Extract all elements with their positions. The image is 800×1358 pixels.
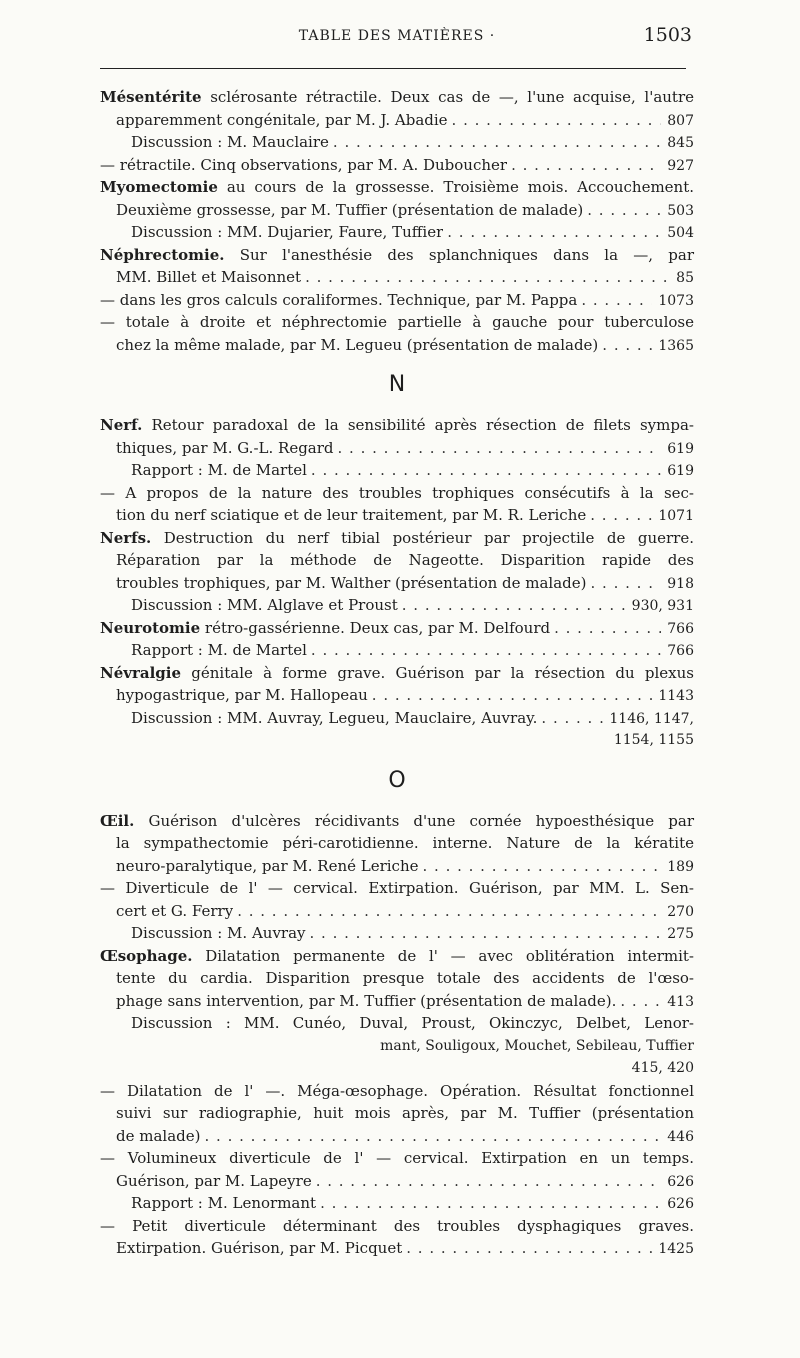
index-line: — Petit diverticule déterminant des troubles dysphagiques graves. (100, 1216, 694, 1235)
index-line (100, 707, 694, 730)
entry-text: hypogastrique, par M. Hallopeau (116, 686, 368, 704)
page-reference: 626 (667, 1173, 694, 1190)
entry-text: Rapport : M. de Martel (131, 461, 307, 479)
page-reference: 1143 (658, 688, 694, 704)
entry-headword: Mésentérite (100, 88, 202, 106)
entry-text: Discussion : M. Mauclaire (131, 133, 329, 151)
index-line: tente du cardia. Disparition presque totale des accidents de l'œso- (116, 969, 694, 987)
index-line: Œsophage. Dilatation permanente de l' — avec oblitération intermit- (100, 946, 694, 965)
entry-headword: Nerfs. (100, 528, 152, 547)
leader-dots (581, 289, 652, 312)
entry-headword: Neurotomie (100, 618, 201, 637)
entry-text: — dans les gros calculs coraliformes. Technique, par M. Pappa (100, 290, 578, 309)
index-line (100, 289, 694, 312)
index-line (100, 109, 694, 132)
page-number: 1503 (643, 24, 692, 46)
leader-dots (541, 707, 603, 730)
leader-dots (591, 572, 662, 595)
entry-text: thiques, par M. G.-L. Regard (116, 438, 334, 457)
page-reference: 503 (667, 202, 694, 219)
index-line (100, 639, 694, 662)
page-reference: 413 (667, 993, 694, 1010)
page-reference: 1365 (658, 337, 694, 354)
index-line (100, 617, 694, 640)
leader-dots (333, 131, 661, 154)
index-line (100, 990, 694, 1013)
leader-dots (423, 855, 662, 878)
entry-text: tion du nerf sciatique et de leur traitement, par M. R. Leriche (116, 506, 587, 524)
continuation-line: 1154, 1155 (613, 732, 694, 748)
leader-dots (620, 990, 661, 1013)
index-line: la sympathectomie péri-carotidienne. interne. Nature de la kératite (116, 834, 694, 852)
index-line (100, 1125, 694, 1148)
entry-text: — rétractile. Cinq observations, par M. A. Duboucher (100, 155, 508, 174)
page-reference: 619 (667, 440, 694, 457)
page-reference: 189 (667, 858, 694, 875)
entry-text: Guérison, par M. Lapeyre (116, 1171, 312, 1190)
continuation-line: mant, Souligoux, Mouchet, Sebileau, Tuffier (380, 1037, 694, 1054)
index-content (100, 86, 694, 1260)
entry-text: Rapport : M. Lenormant (131, 1194, 317, 1212)
entry-text: chez la même malade, par M. Legueu (présentation de malade) (116, 335, 599, 354)
entry-headword: Nerf. (100, 416, 143, 434)
leader-dots (511, 154, 661, 177)
entry-text: Extirpation. Guérison, par M. Picquet (116, 1239, 403, 1257)
leader-dots (338, 437, 662, 460)
index-line (100, 437, 694, 460)
entry-headword: Œsophage. (100, 946, 193, 965)
leader-dots (205, 1125, 662, 1148)
page-reference: 275 (667, 926, 694, 942)
running-title: TABLE DES MATIÈRES · (298, 28, 496, 44)
index-line (100, 572, 694, 595)
entry-text: MM. Billet et Maisonnet (116, 268, 302, 286)
leader-dots (237, 900, 661, 923)
leader-dots (590, 504, 652, 527)
index-line: suivi sur radiographie, huit mois après, par M. Tuffier (présentation (116, 1104, 694, 1122)
page-reference: 1146, 1147, (609, 710, 694, 727)
index-line: Nerfs. Destruction du nerf tibial postérieur par projectile de guerre. (100, 528, 694, 547)
index-line (100, 334, 694, 357)
page-reference: 626 (667, 1196, 694, 1212)
index-line: — Volumineux diverticule de l' — cervical. Extirpation en un temps. (100, 1149, 694, 1167)
index-line (100, 1170, 694, 1193)
leader-dots (447, 221, 661, 244)
page-reference: 927 (667, 157, 694, 174)
page-reference: 807 (667, 112, 694, 129)
header-rule (100, 68, 686, 69)
page-reference: 619 (667, 463, 694, 479)
entry-text: Deuxième grossesse, par M. Tuffier (présentation de malade) (116, 200, 584, 219)
leader-dots (602, 334, 652, 357)
index-line (100, 459, 694, 482)
index-line: — A propos de la nature des troubles trophiques consécutifs à la sec- (100, 483, 694, 502)
page-reference: 504 (667, 225, 694, 241)
leader-dots (320, 1192, 661, 1215)
leader-dots (402, 594, 626, 617)
page-reference: 1073 (658, 292, 694, 309)
page-reference: 766 (667, 643, 694, 659)
page-reference: 1425 (658, 1241, 694, 1257)
index-line: — Diverticule de l' — cervical. Extirpation. Guérison, par MM. L. Sen- (100, 879, 694, 897)
continuation-line: 415, 420 (631, 1060, 694, 1076)
entry-headword: Œil. (100, 811, 135, 830)
entry-text: neuro-paralytique, par M. René Leriche (116, 856, 419, 875)
index-line: — Dilatation de l' —. Méga-œsophage. Opération. Résultat fonctionnel (100, 1081, 694, 1100)
section-letter: N (388, 372, 406, 397)
index-line (100, 504, 694, 527)
page-reference: 85 (676, 270, 694, 286)
index-line (100, 154, 694, 177)
leader-dots (311, 639, 661, 662)
index-line: Réparation par la méthode de Nageotte. Disparition rapide des (116, 551, 694, 569)
index-line: — totale à droite et néphrectomie partielle à gauche pour tuberculose (100, 313, 694, 331)
leader-dots (316, 1170, 662, 1193)
index-line (100, 266, 694, 289)
index-line (100, 199, 694, 222)
entry-text: phage sans intervention, par M. Tuffier (présentation de malade). (116, 991, 617, 1010)
page-reference: 845 (667, 135, 694, 151)
index-line (100, 131, 694, 154)
leader-dots (372, 684, 653, 707)
page-reference: 446 (667, 1128, 694, 1145)
page-reference: 1071 (658, 508, 694, 524)
index-line (100, 855, 694, 878)
index-line (100, 900, 694, 923)
index-line (100, 684, 694, 707)
entry-text: troubles trophiques, par M. Walther (présentation de malade) (116, 573, 587, 592)
entry-text: Rapport : M. de Martel (131, 641, 307, 659)
leader-dots (406, 1237, 652, 1260)
index-line (100, 594, 694, 617)
leader-dots (554, 617, 661, 640)
entry-text: apparemment congénitale, par M. J. Abadie (116, 110, 448, 129)
entry-headword: Névralgie (100, 663, 182, 682)
page-header (100, 24, 694, 52)
entry-text: Discussion : MM. Alglave et Proust (131, 596, 398, 614)
leader-dots (587, 199, 661, 222)
index-line: Discussion : MM. Cunéo, Duval, Proust, Okinczyc, Delbet, Lenor- (131, 1014, 694, 1032)
index-line: Œil. Guérison d'ulcères récidivants d'une cornée hypoesthésique par (100, 811, 694, 830)
leader-dots (311, 459, 661, 482)
page-reference: 270 (667, 903, 694, 920)
entry-text: Discussion : M. Auvray (131, 924, 306, 942)
leader-dots (452, 109, 662, 132)
index-line (100, 1237, 694, 1260)
index-line: Mésentérite sclérosante rétractile. Deux cas de —, l'une acquise, l'autre (100, 88, 694, 106)
page-reference: 766 (667, 620, 694, 637)
entry-headword: Néphrectomie. (100, 245, 225, 264)
entry-text: Neurotomie rétro-gassérienne. Deux cas, par M. Delfourd (100, 618, 551, 637)
entry-text: cert et G. Ferry (116, 901, 234, 920)
leader-dots (305, 266, 670, 289)
index-line (100, 221, 694, 244)
page-reference: 918 (667, 575, 694, 592)
page-reference: 930, 931 (631, 598, 694, 614)
leader-dots (310, 922, 662, 945)
index-line: Nerf. Retour paradoxal de la sensibilité après résection de filets sympa- (100, 416, 694, 434)
index-line (100, 1192, 694, 1215)
entry-text: Discussion : MM. Dujarier, Faure, Tuffier (131, 223, 444, 241)
entry-text: de malade) (116, 1126, 201, 1145)
index-line: Névralgie génitale à forme grave. Guérison par la résection du plexus (100, 663, 694, 682)
index-line (100, 922, 694, 945)
index-line: Néphrectomie. Sur l'anesthésie des splanchniques dans la —, par (100, 245, 694, 264)
entry-text: Discussion : MM. Auvray, Legueu, Mauclaire, Auvray. (131, 708, 538, 727)
section-letter: O (388, 767, 406, 793)
entry-headword: Myomectomie (100, 178, 218, 196)
index-line: Myomectomie au cours de la grossesse. Troisième mois. Accouchement. (100, 178, 694, 196)
